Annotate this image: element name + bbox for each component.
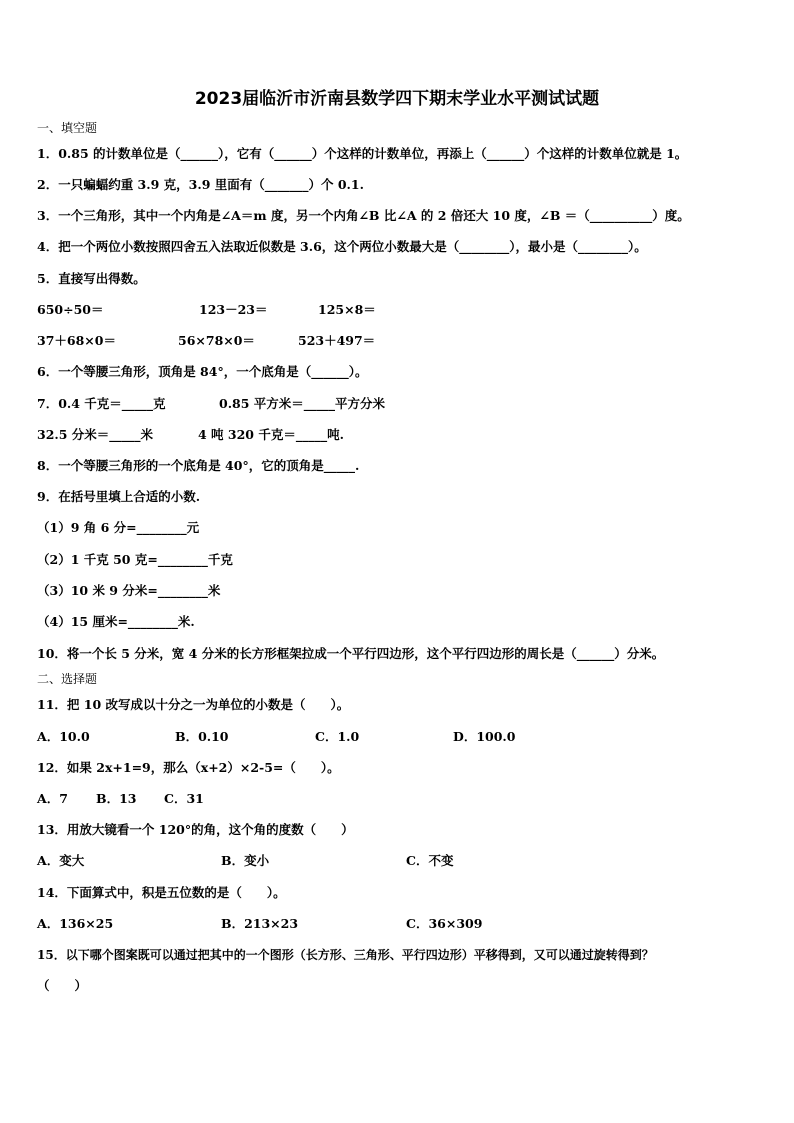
option-a: A．7 — [37, 791, 68, 806]
question-7b: 0.85 平方米＝_____平方分米 — [219, 396, 386, 411]
page-title: 2023届临沂市沂南县数学四下期末学业水平测试试题 — [194, 89, 600, 109]
question-10: 10．将一个长 5 分米，宽 4 分米的长方形框架拉成一个平行四边形，这个平行四边形的周长是（______）分米。 — [37, 646, 665, 661]
question-15: 15．以下哪个图案既可以通过把其中的一个图形（长方形、三角形、平行四边形）平移得到，又可以通过旋转得到？ — [37, 948, 654, 962]
calc-item: 650÷50＝ — [37, 302, 104, 317]
option-a: A．136×25 — [37, 916, 114, 931]
calc-item: 123－23＝ — [199, 302, 268, 317]
answer-parentheses: （ ） — [37, 978, 88, 993]
option-c: C．36×309 — [406, 916, 483, 931]
calc-item: 523＋497＝ — [298, 333, 376, 348]
option-b: B．13 — [96, 791, 137, 806]
question-5: 5．直接写出得数。 — [37, 271, 146, 286]
question-8: 8．一个等腰三角形的一个底角是 40°，它的顶角是_____. — [37, 458, 360, 473]
question-13: 13．用放大镜看一个 120°的角，这个角的度数（ ） — [37, 822, 354, 837]
option-c: C．31 — [164, 791, 204, 806]
question-6: 6．一个等腰三角形，顶角是 84°，一个底角是（______）。 — [37, 364, 368, 379]
section-heading-choice: 二、选择题 — [37, 672, 98, 686]
question-2: 2．一只蝙蝠约重 3.9 克，3.9 里面有（_______）个 0.1. — [37, 177, 364, 192]
option-b: B．变小 — [221, 853, 270, 868]
question-11: 11．把 10 改写成以十分之一为单位的小数是（ ）。 — [37, 697, 350, 712]
question-14: 14．下面算式中，积是五位数的是（ ）。 — [37, 885, 286, 900]
question-4: 4．把一个两位小数按照四舍五入法取近似数是 3.6，这个两位小数最大是（________），最小是（________）。 — [37, 239, 647, 254]
calc-item: 125×8＝ — [318, 302, 376, 317]
option-b: B．213×23 — [221, 916, 299, 931]
option-c: C．不变 — [406, 853, 454, 868]
option-a: A．变大 — [37, 853, 85, 868]
option-c: C．1.0 — [315, 729, 360, 744]
calc-item: 37＋68×0＝ — [37, 333, 116, 348]
question-9-item: （2）1 千克 50 克=________千克 — [37, 552, 233, 567]
question-7c: 32.5 分米＝_____米 — [37, 427, 154, 442]
question-9: 9．在括号里填上合适的小数. — [37, 489, 201, 504]
question-1: 1．0.85 的计数单位是（______），它有（______）个这样的计数单位，再添上（______）个这样的计数单位就是 1。 — [37, 146, 688, 161]
option-b: B．0.10 — [175, 729, 229, 744]
question-7a: 7．0.4 千克＝_____克 — [37, 396, 166, 411]
section-heading-fill-blank: 一、填空题 — [37, 121, 98, 135]
question-12: 12．如果 2x+1=9，那么（x+2）×2-5=（ ）。 — [37, 760, 340, 775]
question-7d: 4 吨 320 千克＝_____吨. — [198, 427, 344, 442]
question-3: 3．一个三角形，其中一个内角是∠A＝m 度，另一个内角∠B 比∠A 的 2 倍还大 10 度，∠B ＝（__________）度。 — [37, 208, 690, 223]
question-9-item: （1）9 角 6 分=________元 — [37, 520, 200, 535]
question-9-item: （3）10 米 9 分米=________米 — [37, 583, 221, 598]
calc-item: 56×78×0＝ — [178, 333, 255, 348]
option-d: D．100.0 — [453, 729, 516, 744]
option-a: A．10.0 — [37, 729, 90, 744]
question-9-item: （4）15 厘米=________米. — [37, 614, 195, 629]
